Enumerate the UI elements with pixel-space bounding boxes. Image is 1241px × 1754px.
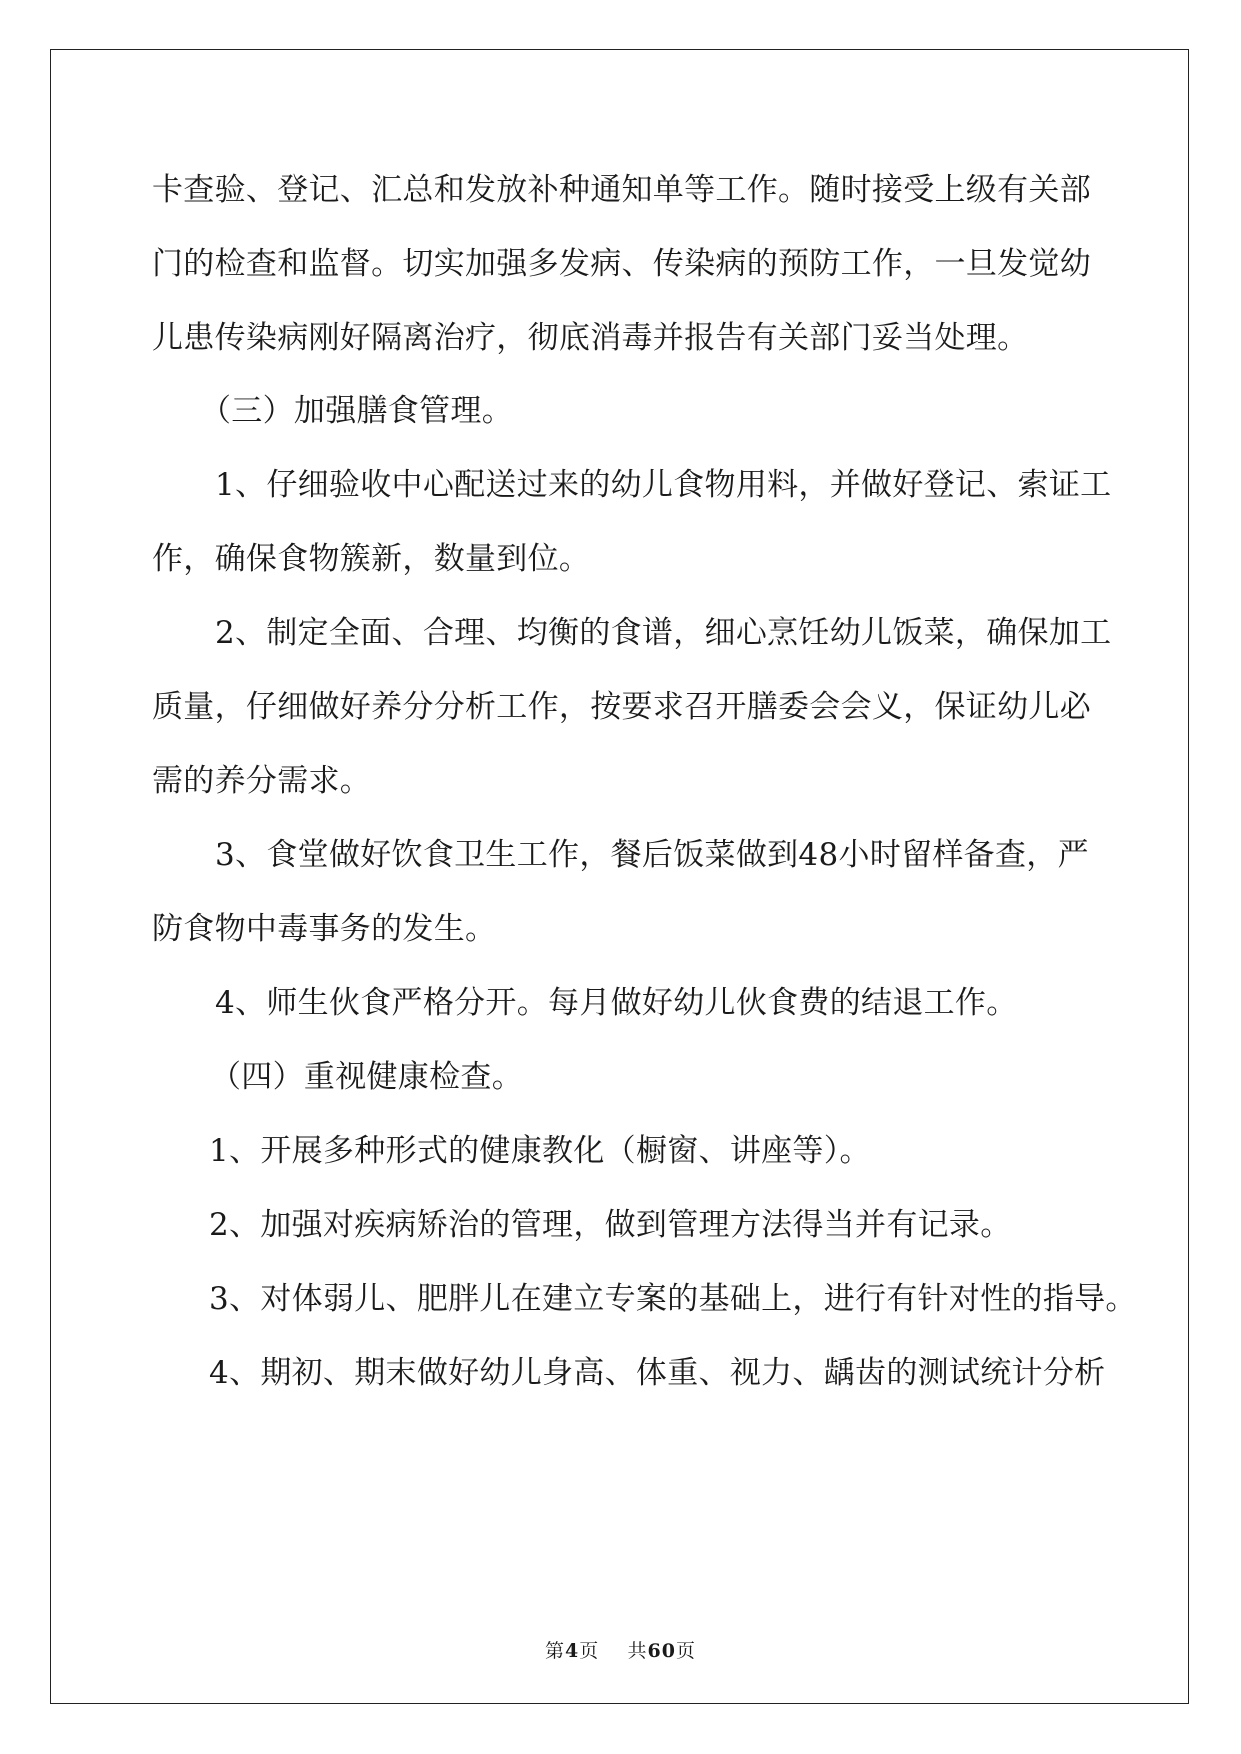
- paragraph-line: 需的养分需求。: [152, 763, 372, 799]
- total-pages: 60: [647, 1640, 676, 1662]
- total-prefix: 共: [627, 1640, 648, 1662]
- paragraph-line: 2、制定全面、合理、均衡的食谱，细心烹饪幼儿饭菜，确保加工: [215, 615, 1112, 651]
- page-number: 4: [565, 1640, 580, 1662]
- paragraph-line: 3、食堂做好饮食卫生工作，餐后饭菜做到48小时留样备查，严: [215, 837, 1089, 873]
- page-suffix: 页: [579, 1640, 600, 1662]
- paragraph-line: 4、师生伙食严格分开。每月做好幼儿伙食费的结退工作。: [215, 985, 1018, 1021]
- page-border: [50, 49, 1189, 1704]
- paragraph-line: 儿患传染病刚好隔离治疗，彻底消毒并报告有关部门妥当处理。: [152, 320, 1029, 356]
- total-suffix: 页: [675, 1640, 696, 1662]
- paragraph-line: 2、加强对疾病矫治的管理，做到管理方法得当并有记录。: [209, 1207, 1012, 1243]
- section-heading: （三）加强膳食管理。: [200, 393, 513, 429]
- paragraph-line: 作，确保食物簇新，数量到位。: [152, 541, 591, 577]
- page-footer: [0, 1636, 1241, 1663]
- paragraph-line: 门的检查和监督。切实加强多发病、传染病的预防工作，一旦发觉幼: [152, 246, 1091, 282]
- section-heading: （四）重视健康检查。: [210, 1059, 523, 1095]
- paragraph-line: 卡查验、登记、汇总和发放补种通知单等工作。随时接受上级有关部: [152, 172, 1091, 208]
- paragraph-line: 4、期初、期末做好幼儿身高、体重、视力、龋齿的测试统计分析: [209, 1355, 1106, 1391]
- paragraph-line: 防食物中毒事务的发生。: [152, 911, 497, 947]
- paragraph-line: 1、开展多种形式的健康教化（橱窗、讲座等）。: [209, 1133, 871, 1169]
- page-prefix: 第: [545, 1640, 566, 1662]
- paragraph-line: 3、对体弱儿、肥胖儿在建立专案的基础上，进行有针对性的指导。: [209, 1281, 1137, 1317]
- paragraph-line: 1、仔细验收中心配送过来的幼儿食物用料，并做好登记、索证工: [215, 467, 1112, 503]
- paragraph-line: 质量，仔细做好养分分析工作，按要求召开膳委会会义，保证幼儿必: [152, 689, 1091, 725]
